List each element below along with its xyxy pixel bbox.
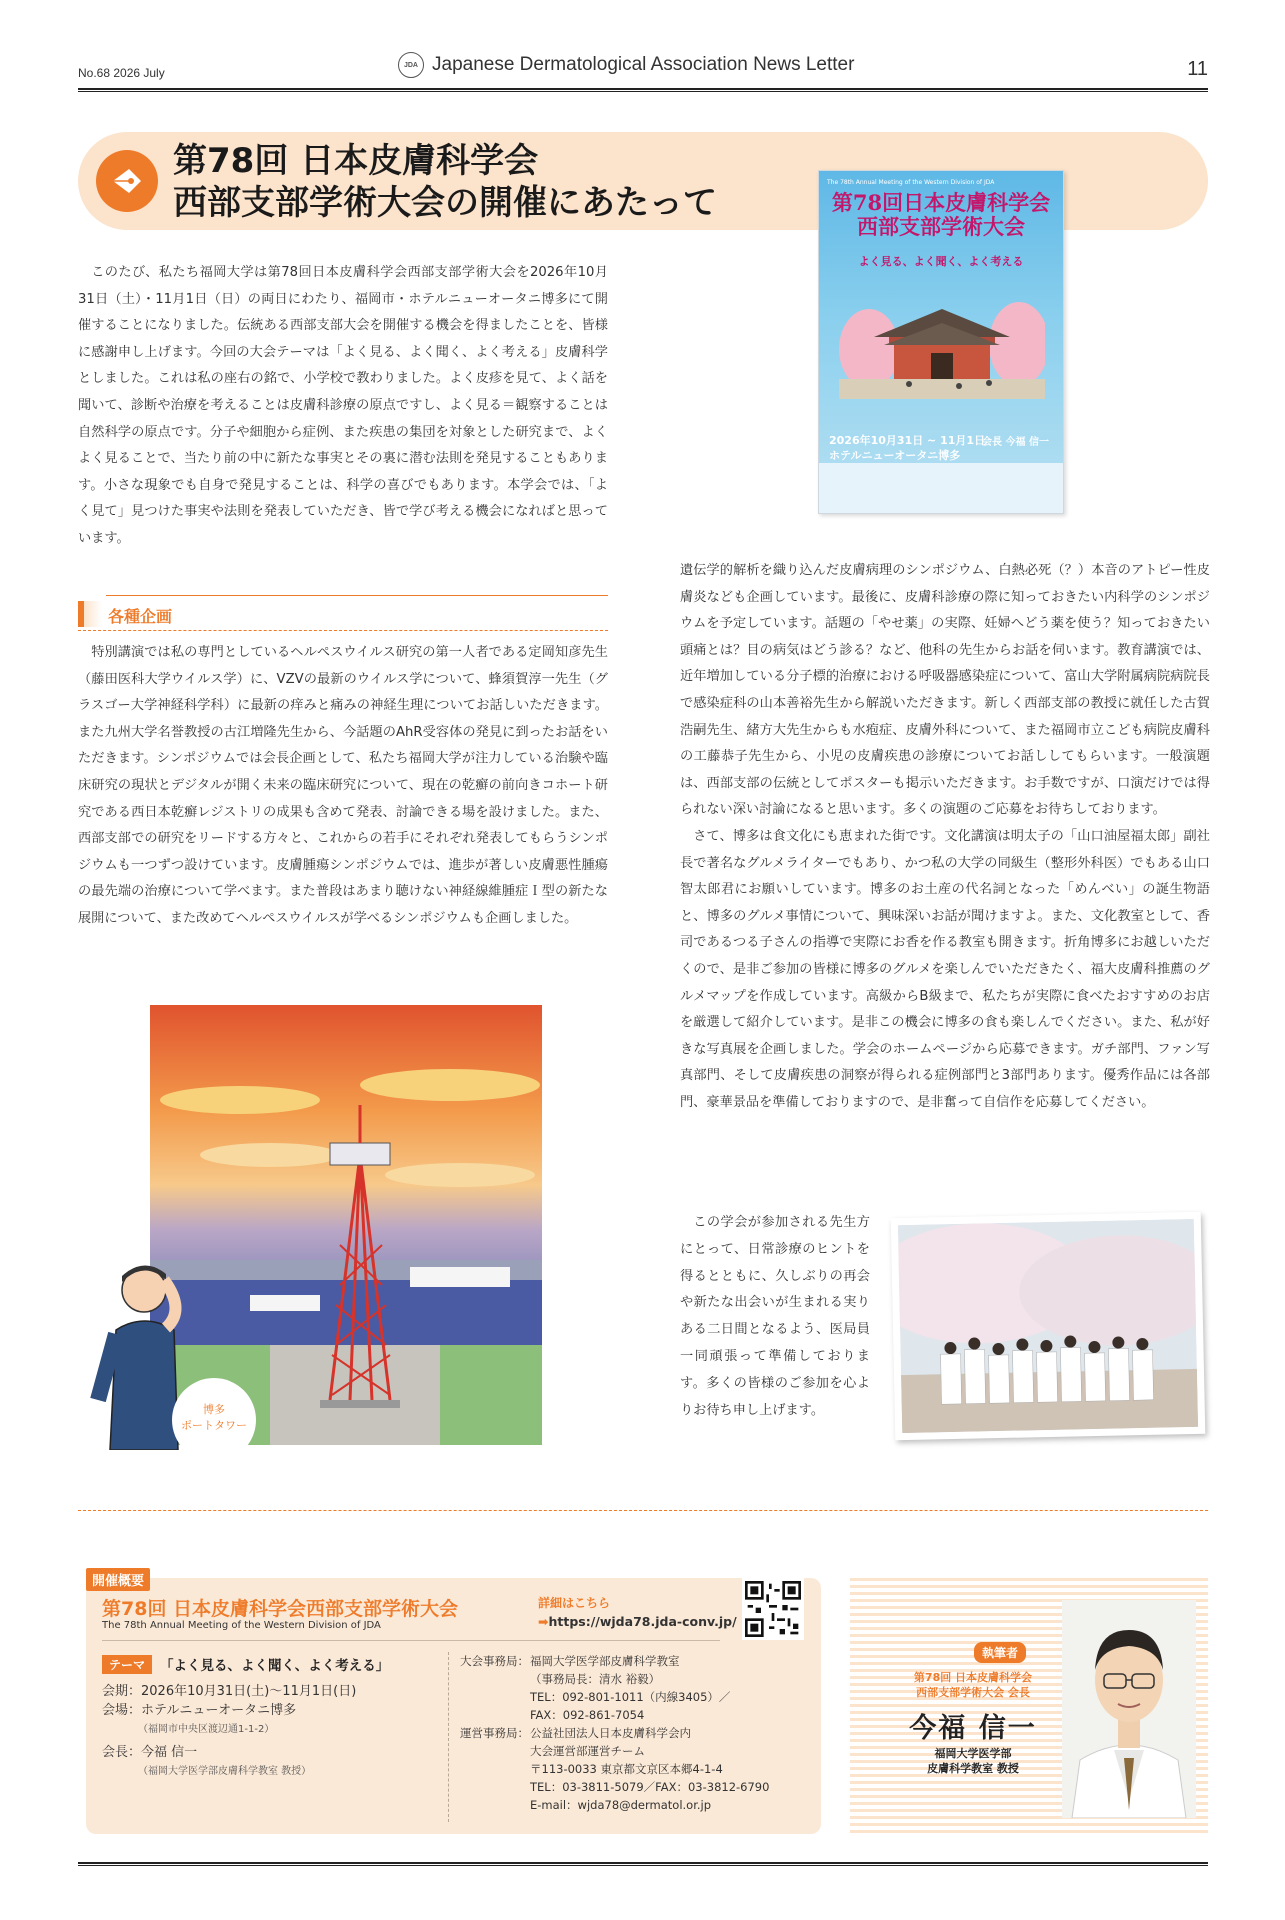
details-link[interactable] — [538, 1614, 737, 1629]
event-venue-address: （福岡市中央区渡辺通1-1-2） — [138, 1724, 275, 1735]
summary-tag: 開催概要 — [86, 1568, 150, 1591]
ops-line: 〒113-0033 東京都文京区本郷4-1-4 — [530, 1762, 723, 1776]
office-line: FAX：092-861-7054 — [530, 1708, 645, 1722]
section-heading — [78, 597, 608, 631]
ops-label: 運営事務局： — [460, 1726, 529, 1740]
section-marker — [78, 601, 102, 627]
author-portrait — [1062, 1600, 1196, 1818]
poster-date — [829, 433, 985, 463]
publication-name: Japanese Dermatological Association News Letter — [432, 54, 855, 75]
author-affiliation — [888, 1670, 1058, 1700]
poster-venue-text: ホテルニューオータニ博多 — [829, 449, 961, 462]
office-line: 福岡大学医学部皮膚科学教室 — [530, 1654, 680, 1668]
poster-title-line-1: 第78回日本皮膚科学会 — [831, 190, 1051, 215]
event-president: 会長：今福 信一 — [102, 1745, 198, 1760]
author-name: 今福 信一 — [909, 1713, 1037, 1744]
right-paragraph-1: 遺伝学的解析を織り込んだ皮膚病理のシンポジウム、白熱必死（？）本音のアトピー性皮膚炎なども企画しています。最後に、皮膚科診療の際に知っておきたい内科学のシンポジウムを予定しています。話題の「やせ薬」の実際、妊婦へどう薬を使う？知っておきたい頭痛とは？目の病気はどう診る？など、他科の先生からお話を伺います。教育講演では、近年増加している分子標的治療における呼吸器感染症について、富山大学附属病院病院長で感染症科の山本善裕先生から解説いただきます。新しく西部支部の教授に就任した古賀浩嗣先生、緒方大先生からも水疱症、皮膚外科について、また福岡市立こども病院皮膚科の工藤恭子先生から、小児の皮膚疾患の診療についてお話ししてもらいます。一般演題は、西部支部の伝統としてポスターも掲示いただきます。お手数ですが、口演だけでは得られない深い討論になると思います。多くの演題のご応募をお待ちしております。 — [680, 563, 1210, 818]
poster-title — [819, 191, 1063, 239]
author-affiliation-line: 第78回 日本皮膚科学会 — [913, 1671, 1033, 1684]
poster-theme: よく見る、よく聞く、よく考える — [858, 255, 1024, 268]
tower-label-text: 博多 ポートタワー — [181, 1403, 247, 1432]
theme-tag: テーマ — [102, 1655, 152, 1674]
office-row — [460, 1652, 810, 1724]
section-paragraph: 特別講演では私の専門としているヘルペスウイルス研究の第一人者である定岡知彦先生（藤田医科大学ウイルス学）に、VZVの最新のウイルス学について、蜂須賀淳一先生（グラスゴー大学神経科学科）に最新の痒みと痛みの神経生理についてお話しいただきます。また九州大学名誉教授の古江増隆先生から、今話題のAhR受容体の発見に到ったお話をいただきます。シンポジウムでは会長企画として、私たち福岡大学が注力している治験や臨床研究の現状とデジタルが開く未来の臨床研究について、現在の乾癬の前向きコホート研究である西日本乾癬レジストリの成果も含めて発表、討論できる場を設けました。また、西部支部での研究をリードする方々と、これからの若手にそれぞれ発表してもらうシンポジウムも一つずつ設けています。皮膚腫瘍シンポジウムでは、進歩が著しい皮膚悪性腫瘍の最先端の治療について学べます。また普段はあまり聴けない神経線維腫症Ｉ型の新たな展開について、また改めてヘルペスウイルスが学べるシンポジウムも企画しました。 — [78, 645, 608, 926]
header-rule — [78, 88, 1208, 92]
title-line-2: 西部支部学術大会の開催にあたって — [173, 183, 717, 223]
details-label: 詳細はこちら — [538, 1596, 611, 1610]
section-title: 各種企画 — [108, 607, 173, 626]
office-contacts — [460, 1652, 810, 1814]
office-lines — [530, 1652, 730, 1724]
author-university-line: 皮膚科学教室 教授 — [927, 1762, 1019, 1775]
section-divider — [78, 1510, 1208, 1511]
poster-subtitle: The 78th Annual Meeting of the Western Division of JDA — [827, 179, 995, 186]
event-venue: 会場：ホテルニューオータニ博多 — [102, 1703, 297, 1718]
shrine-illustration — [839, 289, 1045, 399]
office-line: TEL：092-801-1011（内線3405）／ — [530, 1690, 731, 1704]
poster-title-line-2: 西部支部学術大会 — [857, 214, 1025, 239]
qr-code-icon[interactable] — [742, 1578, 804, 1640]
event-summary-box — [86, 1574, 821, 1834]
event-president-affiliation: （福岡大学医学部皮膚科学教室 教授） — [138, 1766, 312, 1777]
ops-row — [460, 1724, 810, 1814]
ops-line: TEL：03-3811-5079／FAX：03-3812-6790 — [530, 1780, 770, 1794]
event-details — [102, 1682, 432, 1781]
ops-lines — [530, 1724, 769, 1814]
event-date: 会期：2026年10月31日(土)〜11月1日(日) — [102, 1684, 357, 1699]
jda-logo-icon: JDA — [398, 52, 424, 78]
section-top-line — [106, 595, 608, 596]
arrow-right-icon: ➡ — [538, 1614, 549, 1629]
poster-footer — [819, 463, 1063, 514]
conference-poster — [818, 170, 1064, 514]
author-box — [850, 1578, 1208, 1834]
summary-rule — [102, 1640, 720, 1641]
poster-president: 会長 今福 信一 — [982, 437, 1049, 448]
intro-paragraph: このたび、私たち福岡大学は第78回日本皮膚科学会西部支部学術大会を2026年10月31日（土）・11月1日（日）の両日にわたり、福岡市・ホテルニューオータニ博多にて開催することになりました。伝統ある西部支部大会を開催する機会を得ましたことを、皆様に感謝申し上げます。今回の大会テーマは「よく見る、よく聞く、よく考える」皮膚科学としました。これは私の座右の銘で、小学校で教わりました。よく皮疹を見て、よく話を聞いて、診断や治療を考えることは皮膚科診療の原点ですし、よく見る＝観察することは自然科学の原点です。分子や細胞から症例、また疾患の集団を対象とした研究まで、よくよく見ることで、当たり前の中に新たな事実とその裏に潜む法則を発見することもあります。小さな現象でも自身で発見することは、科学の喜びでもあります。本学会では、「よく見て」見つけた事実や法則を発表していただき、皆で学び考える機会になればと思っています。 — [78, 265, 608, 546]
summary-separator — [448, 1652, 449, 1822]
poster-date-text: 2026年10月31日 ~ 11月1日 — [829, 434, 986, 447]
summary-subtitle: The 78th Annual Meeting of the Western Division of JDA — [102, 1620, 381, 1631]
tower-label — [172, 1378, 256, 1462]
page-number: 11 — [1187, 58, 1208, 80]
ops-email[interactable]: E-mail：wjda78@dermatol.or.jp — [530, 1798, 712, 1812]
title-line-1: 第78回 日本皮膚科学会 — [173, 141, 539, 181]
author-university — [888, 1746, 1058, 1776]
cherry-blossom-group-photo — [898, 1219, 1198, 1433]
issue-number: No.68 2026 July — [78, 66, 165, 80]
author-university-line: 福岡大学医学部 — [934, 1747, 1012, 1760]
publication-title — [398, 52, 854, 78]
theme-text: 「よく見る、よく聞く、よく考える」 — [160, 1658, 390, 1674]
article-title — [173, 140, 717, 224]
footer-rule — [78, 1862, 1208, 1866]
right-column-text — [680, 558, 1210, 1116]
author-affiliation-line: 西部支部学術大会 会長 — [916, 1686, 1030, 1699]
ops-line: 大会運営部運営チーム — [530, 1744, 645, 1758]
theme-row — [102, 1654, 389, 1674]
pen-nib-icon — [96, 150, 158, 212]
group-photo — [891, 1212, 1206, 1440]
author-tag: 執筆者 — [974, 1642, 1026, 1663]
details-url[interactable]: https://wjda78.jda-conv.jp/ — [548, 1614, 737, 1629]
office-line: （事務局長：清水 裕毅） — [530, 1672, 661, 1686]
ops-line: 公益社団法人日本皮膚科学会内 — [530, 1726, 691, 1740]
right-paragraph-2: さて、博多は食文化にも恵まれた街です。文化講演は明太子の「山口油屋福太郎」副社長で著名なグルメライターでもあり、かつ私の大学の同級生（整形外科医）でもある山口智太郎君にお願いしています。博多のお土産の代名詞となった「めんべい」の誕生物語と、博多のグルメ事情について、興味深いお話が聞けますよ。また、文化教室として、香司であるつる子さんの指導で実際にお香を作る教室も開きます。折角博多にお越しいただくので、是非ご参加の皆様に博多のグルメを楽しんでいただきたく、福大皮膚科推薦のグルメマップを作成しています。高級からB級まで、私たちが実際に食べたおすすめのお店を厳選して紹介しています。是非この機会に博多の食も楽しんでください。また、私が好きな写真展を企画しました。学会のホームページから応募できます。ガチ部門、ファン写真部門、そして皮膚疾患の洞察が得られる症例部門と3部門あります。優秀作品には各部門、豪華景品を準備しておりますので、是非奮って自信作を応募してください。 — [680, 828, 1210, 1110]
closing-paragraph: この学会が参加される先生方にとって、日常診療のヒントを得るとともに、久しぶりの再会や新たな出会いが生まれる実りある二日間となるよう、医局員一同頑張って準備しております。多くの皆様のご参加を心よりお待ち申し上げます。 — [680, 1215, 870, 1418]
office-label: 大会事務局： — [460, 1654, 529, 1668]
page-header — [78, 50, 1208, 90]
summary-title: 第78回 日本皮膚科学会西部支部学術大会 — [102, 1598, 459, 1620]
